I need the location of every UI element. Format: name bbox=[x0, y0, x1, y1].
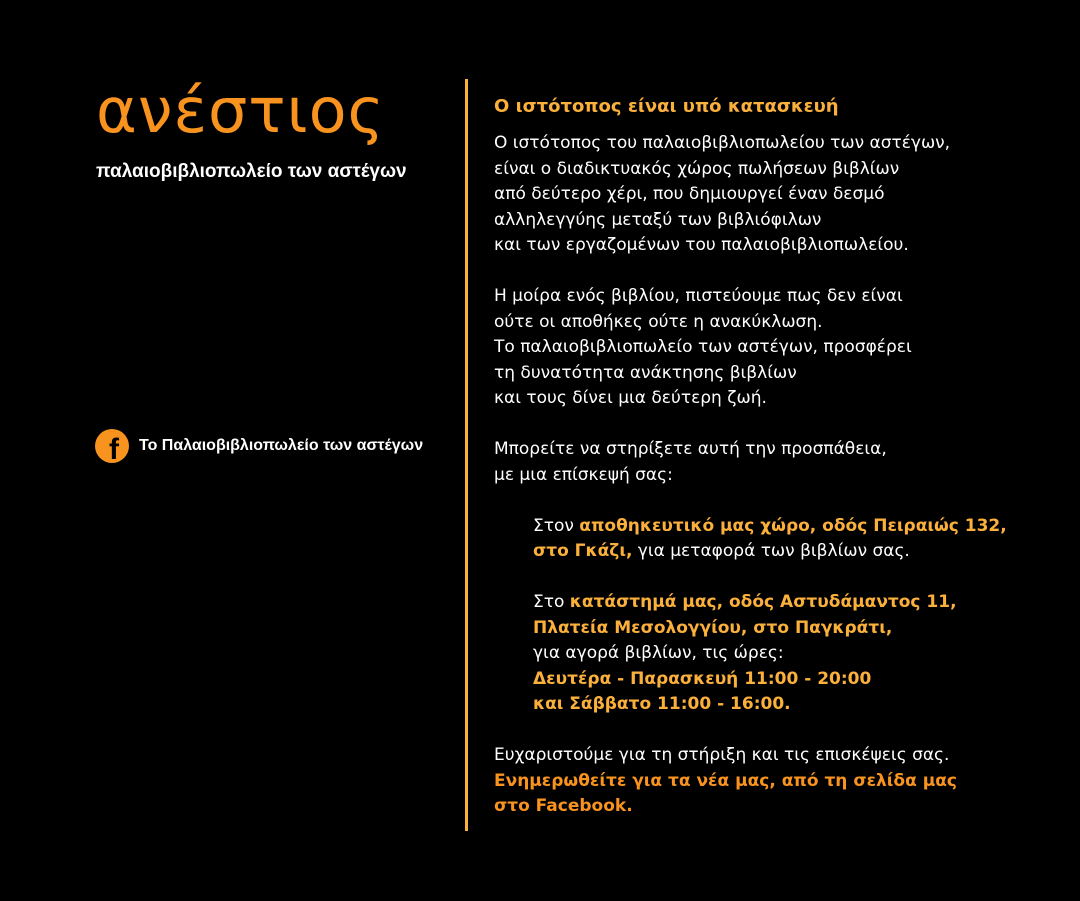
warehouse-suffix: για μεταφορά των βιβλίων σας. bbox=[632, 541, 910, 561]
facebook-link-label: Το Παλαιοβιβλιοπωλείο των αστέγων bbox=[139, 437, 424, 454]
store-area: Πλατεία Μεσολογγίου, στο Παγκράτι, bbox=[533, 617, 893, 638]
warehouse-area: στο Γκάζι, bbox=[533, 541, 633, 561]
facebook-cta-line-2: στο Facebook. bbox=[494, 796, 633, 816]
intro-paragraph bbox=[494, 131, 1054, 259]
logo-title: ανέστιος bbox=[96, 74, 385, 147]
fate-paragraph bbox=[494, 284, 1054, 412]
store-hours-weekdays: Δευτέρα - Παρασκευή 11:00 - 20:00 bbox=[533, 668, 872, 689]
store-address: κατάστημά μας, οδός Αστυδάμαντος 11, bbox=[569, 592, 957, 612]
fate-line: τη δυνατότητα ανάκτησης βιβλίων bbox=[494, 362, 797, 383]
page-title: Ο ιστότοπος είναι υπό κατασκευή bbox=[494, 96, 839, 117]
support-line: Μπορείτε να στηρίξετε αυτή την προσπάθεια, bbox=[494, 439, 887, 459]
support-paragraph bbox=[494, 437, 1054, 488]
warehouse-line-1 bbox=[533, 514, 1054, 540]
facebook-link[interactable] bbox=[95, 429, 423, 463]
fate-line: Το παλαιοβιβλιοπωλείο των αστέγων, προσφέρει bbox=[494, 337, 912, 357]
fate-line: ούτε οι αποθήκες ούτε η ανακύκλωση. bbox=[494, 311, 823, 332]
support-line: με μια επίσκεψή σας: bbox=[494, 464, 673, 485]
intro-line: είναι ο διαδικτυακός χώρος πωλήσεων βιβλίων bbox=[494, 158, 900, 179]
warehouse-paragraph bbox=[494, 514, 1054, 565]
facebook-cta-line-1: Ενημερωθείτε για τα νέα μας, από τη σελίδα μας bbox=[494, 770, 957, 791]
intro-line: Ο ιστότοπος του παλαιοβιβλιοπωλείου των αστέγων, bbox=[494, 133, 951, 153]
intro-line: από δεύτερο χέρι, που δημιουργεί έναν δεσμό bbox=[494, 184, 885, 204]
warehouse-line-2 bbox=[533, 539, 1054, 565]
vertical-divider bbox=[465, 79, 468, 831]
store-line-1 bbox=[533, 590, 1054, 616]
warehouse-prefix: Στον bbox=[533, 515, 580, 536]
sidebar bbox=[0, 0, 440, 901]
store-paragraph bbox=[494, 590, 1054, 718]
thanks-text: Ευχαριστούμε για τη στήριξη και τις επισκέψεις σας. bbox=[494, 745, 950, 765]
intro-line: αλληλεγγύης μεταξύ των βιβλιόφιλων bbox=[494, 209, 822, 230]
warehouse-address: αποθηκευτικό μας χώρο, οδός Πειραιώς 132, bbox=[579, 515, 1007, 536]
closing-paragraph bbox=[494, 743, 1054, 820]
store-hours-saturday: και Σάββατο 11:00 - 16:00. bbox=[533, 694, 791, 714]
intro-line: και των εργαζομένων του παλαιοβιβλιοπωλείου. bbox=[494, 235, 909, 255]
store-prefix: Στο bbox=[533, 592, 570, 612]
fate-line: και τους δίνει μια δεύτερη ζωή. bbox=[494, 388, 767, 408]
facebook-icon: f bbox=[95, 429, 129, 463]
store-purpose: για αγορά βιβλίων, τις ώρες: bbox=[533, 643, 784, 663]
main-content bbox=[494, 94, 1054, 820]
fate-line: Η μοίρα ενός βιβλίου, πιστεύουμε πως δεν είναι bbox=[494, 286, 903, 306]
logo-subtitle: παλαιοβιβλιοπωλείο των αστέγων bbox=[96, 161, 407, 182]
